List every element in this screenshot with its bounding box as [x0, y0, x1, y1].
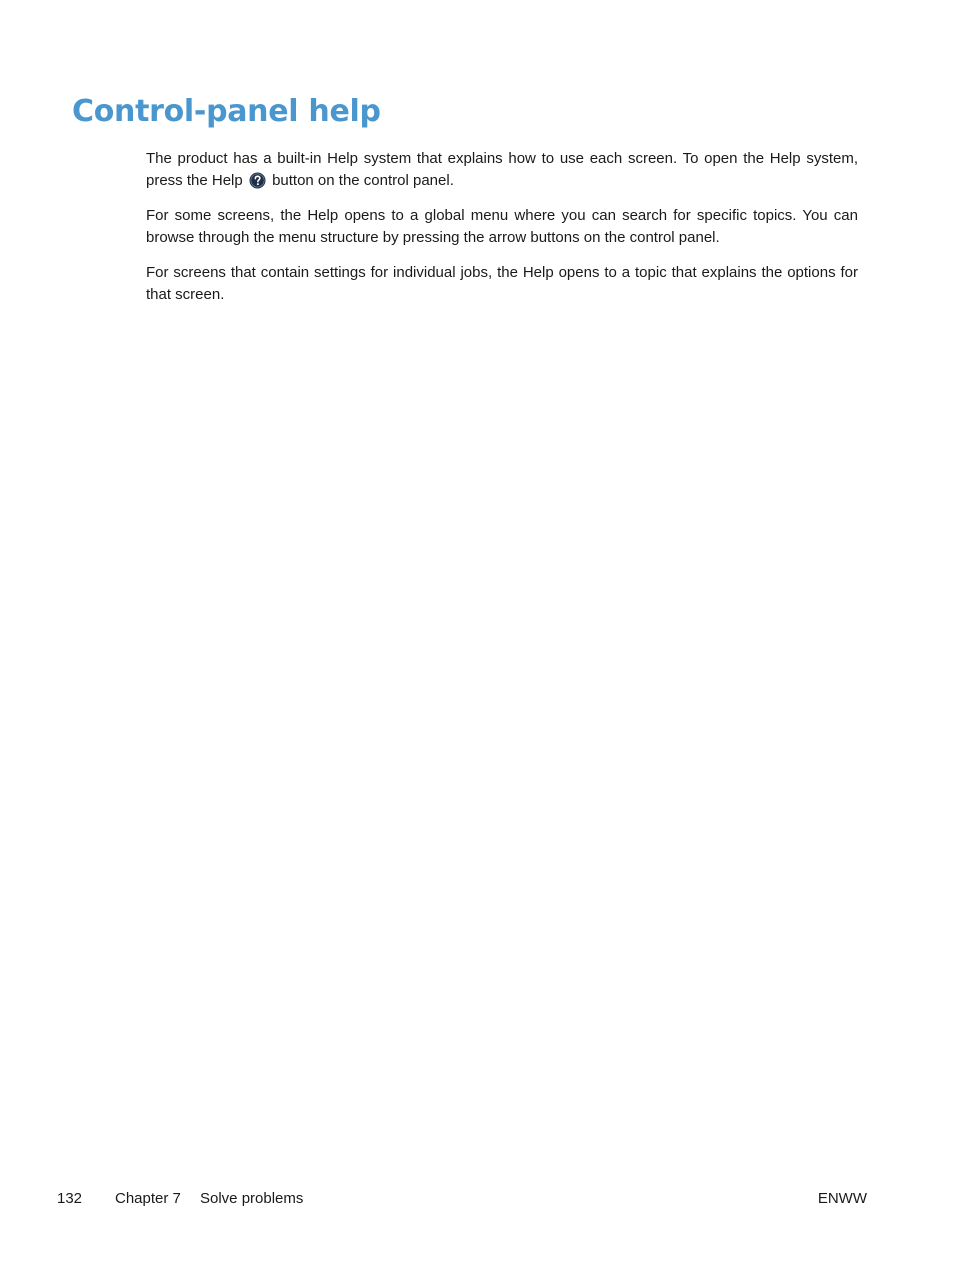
chapter-title: Solve problems	[200, 1190, 304, 1207]
page-title: Control-panel help	[72, 94, 381, 129]
page-number: 132	[57, 1190, 83, 1207]
chapter-label: Chapter 7	[115, 1190, 181, 1207]
page-footer	[57, 1188, 867, 1210]
help-icon	[249, 172, 266, 189]
paragraph-help-intro-text: The product has a built-in Help system that explains how to use each screen. To open the Help system, press the Help	[146, 150, 858, 189]
paragraph-job-settings: For screens that contain settings for individual jobs, the Help opens to a topic that explains the options for that screen.	[146, 264, 858, 303]
paragraph-help-intro-end: button on the control panel.	[272, 171, 454, 189]
body-text	[146, 148, 858, 319]
doc-code: ENWW	[817, 1190, 867, 1207]
paragraph-help-intro	[146, 148, 858, 191]
paragraph-global-menu: For some screens, the Help opens to a global menu where you can search for specific topics. You can browse through the menu structure by pressing the arrow buttons on the control panel.	[146, 207, 858, 246]
